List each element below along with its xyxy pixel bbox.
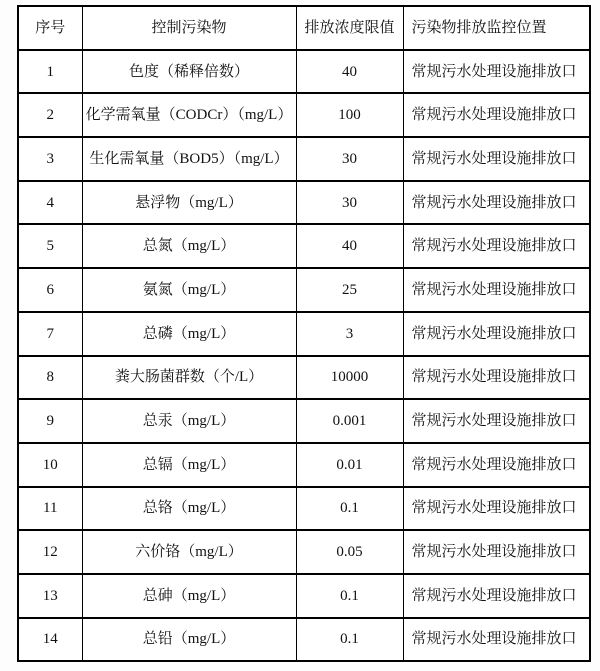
cell-limit: 3: [296, 312, 403, 356]
cell-serial-number: 11: [18, 487, 82, 531]
cell-pollutant: 氨氮（mg/L）: [82, 268, 296, 312]
cell-pollutant: 总氮（mg/L）: [82, 224, 296, 268]
table-row: [18, 93, 590, 137]
cell-serial-number: 1: [18, 50, 82, 94]
cell-pollutant: 总铬（mg/L）: [82, 487, 296, 531]
table-row: [18, 268, 590, 312]
cell-location: 常规污水处理设施排放口: [403, 356, 590, 400]
cell-serial-number: 6: [18, 268, 82, 312]
table-header-row: [18, 6, 590, 50]
cell-serial-number: 8: [18, 356, 82, 400]
cell-pollutant: 悬浮物（mg/L）: [82, 181, 296, 225]
cell-pollutant: 总磷（mg/L）: [82, 312, 296, 356]
cell-location: 常规污水处理设施排放口: [403, 530, 590, 574]
table-row: [18, 356, 590, 400]
cell-serial-number: 7: [18, 312, 82, 356]
table-row: [18, 224, 590, 268]
cell-location: 常规污水处理设施排放口: [403, 312, 590, 356]
cell-limit: 30: [296, 181, 403, 225]
cell-location: 常规污水处理设施排放口: [403, 399, 590, 443]
cell-serial-number: 12: [18, 530, 82, 574]
cell-location: 常规污水处理设施排放口: [403, 224, 590, 268]
cell-serial-number: 9: [18, 399, 82, 443]
cell-limit: 40: [296, 224, 403, 268]
header-emission-limit: 排放浓度限值: [296, 6, 403, 50]
table-row: [18, 618, 590, 662]
cell-limit: 10000: [296, 356, 403, 400]
cell-serial-number: 4: [18, 181, 82, 225]
table-row: [18, 399, 590, 443]
cell-pollutant: 化学需氧量（CODCr）（mg/L）: [82, 93, 296, 137]
cell-limit: 100: [296, 93, 403, 137]
cell-limit: 0.1: [296, 487, 403, 531]
cell-limit: 0.1: [296, 618, 403, 662]
cell-limit: 40: [296, 50, 403, 94]
cell-limit: 30: [296, 137, 403, 181]
cell-limit: 25: [296, 268, 403, 312]
table-row: [18, 181, 590, 225]
cell-pollutant: 总铅（mg/L）: [82, 618, 296, 662]
table-row: [18, 137, 590, 181]
table-row: [18, 574, 590, 618]
table-row: [18, 530, 590, 574]
table-row: [18, 50, 590, 94]
cell-limit: 0.001: [296, 399, 403, 443]
cell-serial-number: 3: [18, 137, 82, 181]
cell-location: 常规污水处理设施排放口: [403, 574, 590, 618]
cell-limit: 0.1: [296, 574, 403, 618]
cell-pollutant: 生化需氧量（BOD5）（mg/L）: [82, 137, 296, 181]
cell-location: 常规污水处理设施排放口: [403, 50, 590, 94]
cell-pollutant: 总汞（mg/L）: [82, 399, 296, 443]
pollutant-emission-limits-table: [17, 5, 591, 662]
cell-location: 常规污水处理设施排放口: [403, 487, 590, 531]
cell-serial-number: 5: [18, 224, 82, 268]
header-controlled-pollutant: 控制污染物: [82, 6, 296, 50]
cell-pollutant: 色度（稀释倍数）: [82, 50, 296, 94]
cell-serial-number: 10: [18, 443, 82, 487]
cell-location: 常规污水处理设施排放口: [403, 443, 590, 487]
table-row: [18, 443, 590, 487]
cell-serial-number: 2: [18, 93, 82, 137]
cell-pollutant: 粪大肠菌群数（个/L）: [82, 356, 296, 400]
header-monitoring-location: 污染物排放监控位置: [403, 6, 590, 50]
table-row: [18, 312, 590, 356]
header-serial-number: 序号: [18, 6, 82, 50]
table-row: [18, 487, 590, 531]
cell-pollutant: 六价铬（mg/L）: [82, 530, 296, 574]
cell-location: 常规污水处理设施排放口: [403, 137, 590, 181]
cell-location: 常规污水处理设施排放口: [403, 618, 590, 662]
cell-limit: 0.01: [296, 443, 403, 487]
cell-pollutant: 总镉（mg/L）: [82, 443, 296, 487]
cell-location: 常规污水处理设施排放口: [403, 181, 590, 225]
cell-serial-number: 14: [18, 618, 82, 662]
cell-location: 常规污水处理设施排放口: [403, 93, 590, 137]
cell-location: 常规污水处理设施排放口: [403, 268, 590, 312]
cell-limit: 0.05: [296, 530, 403, 574]
cell-pollutant: 总砷（mg/L）: [82, 574, 296, 618]
cell-serial-number: 13: [18, 574, 82, 618]
